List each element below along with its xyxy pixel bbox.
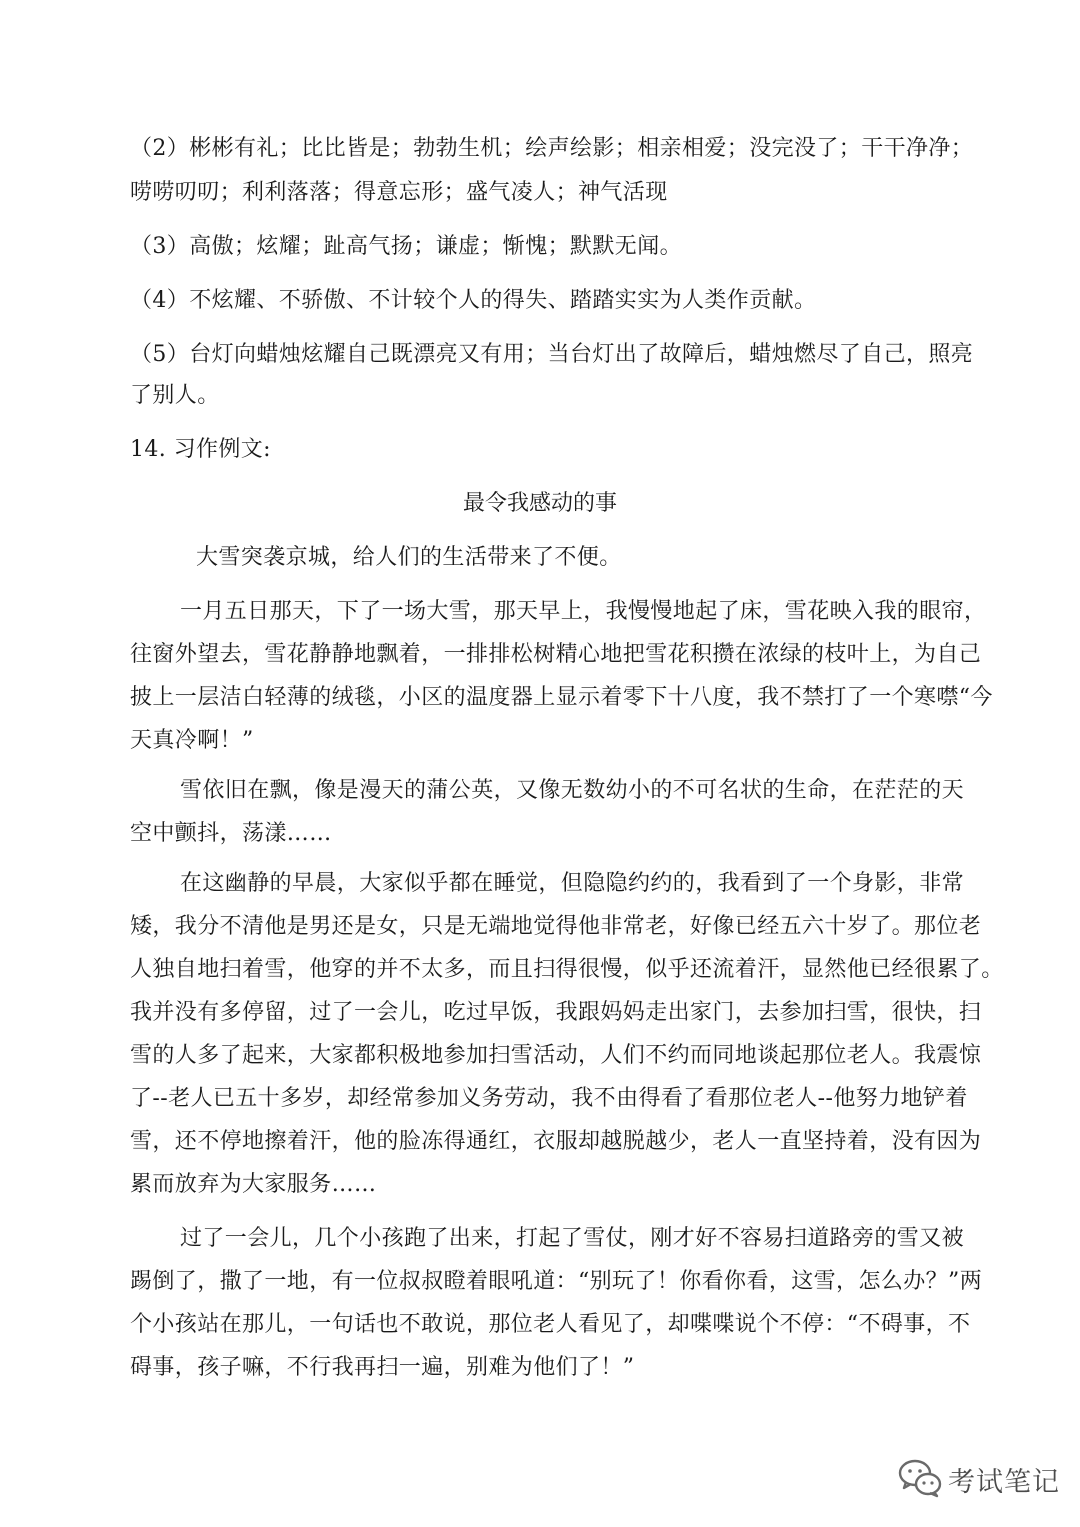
essay-para-4-line-2: 矮，我分不清他是男还是女，只是无端地觉得他非常老，好像已经五六十岁了。那位老 — [130, 914, 982, 939]
answer-2-line-2: 唠唠叨叨；利利落落；得意忘形；盛气凌人；神气活现 — [130, 180, 668, 205]
watermark — [898, 1452, 1068, 1504]
essay-para-1: 大雪突袭京城，给人们的生活带来了不便。 — [196, 545, 622, 570]
essay-para-5-line-3: 个小孩站在那儿，一句话也不敢说，那位老人看见了，却喋喋说个不停：“不碍事，不 — [130, 1312, 971, 1337]
essay-para-4-line-3: 人独自地扫着雪，他穿的并不太多，而且扫得很慢，似乎还流着汗，显然他已经很累了。 — [130, 957, 1004, 982]
essay-para-5-line-1: 过了一会儿，几个小孩跑了出来，打起了雪仗，刚才好不容易扫道路旁的雪又被 — [180, 1226, 965, 1251]
essay-para-3-line-2: 空中颤抖，荡漾…… — [130, 821, 332, 846]
answer-5-line-2: 了别人。 — [130, 383, 220, 408]
essay-para-4-line-5: 雪的人多了起来，大家都积极地参加扫雪活动，人们不约而同地谈起那位老人。我震惊 — [130, 1043, 982, 1068]
essay-para-4-line-7: 雪，还不停地擦着汗，他的脸冻得通红，衣服却越脱越少，老人一直坚持着，没有因为 — [130, 1129, 982, 1154]
answer-5-line-1: （5）台灯向蜡烛炫耀自己既漂亮又有用；当台灯出了故障后，蜡烛燃尽了自己，照亮 — [130, 342, 974, 367]
answer-2-line-1: （2）彬彬有礼；比比皆是；勃勃生机；绘声绘影；相亲相爱；没完没了；干干净净； — [130, 136, 974, 161]
essay-para-2-line-4: 天真冷啊！” — [130, 728, 254, 753]
essay-para-2-line-3: 披上一层洁白轻薄的绒毯，小区的温度器上显示着零下十八度，我不禁打了一个寒噤“今 — [130, 685, 993, 710]
section-14-heading: 14. 习作例文: — [130, 437, 271, 462]
essay-para-3-line-1: 雪依旧在飘，像是漫天的蒲公英，又像无数幼小的不可名状的生命，在茫茫的天 — [180, 778, 965, 803]
essay-title: 最令我感动的事 — [462, 491, 617, 516]
essay-para-2-line-1: 一月五日那天，下了一场大雪，那天早上，我慢慢地起了床，雪花映入我的眼帘， — [180, 599, 987, 624]
essay-para-4-line-4: 我并没有多停留，过了一会儿，吃过早饭，我跟妈妈走出家门，去参加扫雪，很快，扫 — [130, 1000, 982, 1025]
essay-para-2-line-2: 往窗外望去，雪花静静地飘着，一排排松树精心地把雪花积攒在浓绿的枝叶上，为自己 — [130, 642, 982, 667]
answer-4: （4）不炫耀、不骄傲、不计较个人的得失、踏踏实实为人类作贡献。 — [130, 288, 817, 313]
essay-para-4-line-1: 在这幽静的早晨，大家似乎都在睡觉，但隐隐约约的，我看到了一个身影，非常 — [180, 871, 965, 896]
watermark-text: 考试笔记 — [948, 1467, 1060, 1498]
essay-para-4-line-6: 了--老人已五十多岁，却经常参加义务劳动，我不由得看了看那位老人--他努力地铲着 — [130, 1086, 968, 1111]
essay-para-5-line-4: 碍事，孩子嘛，不行我再扫一遍，别难为他们了！” — [130, 1355, 635, 1380]
essay-para-4-line-8: 累而放弃为大家服务…… — [130, 1172, 377, 1197]
wechat-icon — [898, 1458, 942, 1498]
answer-3: （3）高傲；炫耀；趾高气扬；谦虚；惭愧；默默无闻。 — [130, 234, 682, 259]
essay-para-5-line-2: 踢倒了，撒了一地，有一位叔叔瞪着眼吼道：“别玩了！你看你看，这雪，怎么办？”两 — [130, 1269, 983, 1294]
